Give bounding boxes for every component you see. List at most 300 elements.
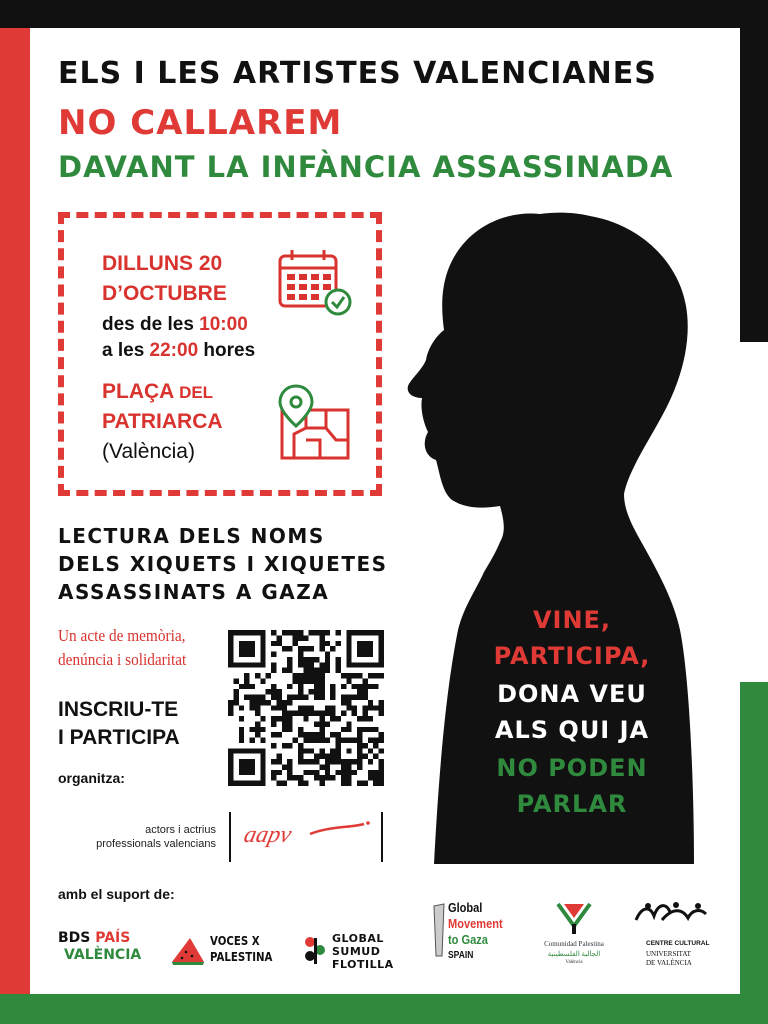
qr-module — [346, 770, 351, 775]
qr-module — [346, 781, 351, 786]
qr-module — [287, 770, 292, 775]
qr-module — [250, 684, 255, 689]
qr-module — [368, 775, 373, 780]
qr-module — [336, 754, 341, 759]
qr-module — [319, 716, 324, 721]
qr-module — [271, 695, 276, 700]
qr-module — [255, 781, 260, 786]
qr-module — [228, 646, 233, 651]
qr-module — [244, 641, 249, 646]
qr-module — [314, 689, 319, 694]
qr-module — [239, 781, 244, 786]
cta-participa: PARTICIPA, — [493, 642, 651, 670]
qr-module — [373, 673, 378, 678]
qr-module — [250, 652, 255, 657]
qr-module — [276, 781, 281, 786]
qr-module — [373, 770, 378, 775]
qr-module — [260, 630, 265, 635]
qr-module — [379, 705, 384, 710]
qr-module — [239, 662, 244, 667]
qr-module — [336, 732, 341, 737]
qr-module — [362, 743, 367, 748]
bds-logo: BDS PAÍS VALÈNCIA — [58, 930, 142, 963]
qr-module — [298, 652, 303, 657]
qr-module — [228, 754, 233, 759]
qr-module — [373, 727, 378, 732]
qr-module — [244, 662, 249, 667]
qr-module — [244, 678, 249, 683]
qr-module — [250, 641, 255, 646]
event-place-city: (València) — [102, 440, 195, 463]
qr-module — [314, 657, 319, 662]
frame-black-bar-top — [0, 0, 768, 28]
qr-module — [298, 781, 303, 786]
qr-module — [298, 678, 303, 683]
qr-module — [341, 711, 346, 716]
qr-module — [287, 743, 292, 748]
qr-module — [330, 748, 335, 753]
qr-module — [336, 641, 341, 646]
qr-module — [346, 630, 351, 635]
qr-module — [346, 662, 351, 667]
qr-module — [309, 689, 314, 694]
qr-module — [298, 705, 303, 710]
qr-module — [250, 630, 255, 635]
headline-artists: ELS I LES ARTISTES VALENCIANES — [58, 56, 657, 91]
qr-module — [303, 711, 308, 716]
qr-module — [336, 657, 341, 662]
qr-module — [282, 781, 287, 786]
register-line2: I PARTICIPA — [58, 726, 180, 749]
qr-module — [255, 700, 260, 705]
qr-module — [260, 716, 265, 721]
qr-module — [260, 635, 265, 640]
qr-module — [346, 641, 351, 646]
qr-module — [330, 705, 335, 710]
qr-module — [287, 646, 292, 651]
qr-module — [239, 705, 244, 710]
qr-module — [260, 652, 265, 657]
qr-module — [228, 775, 233, 780]
qr-module — [362, 678, 367, 683]
qr-module — [341, 700, 346, 705]
qr-module — [379, 635, 384, 640]
qr-module — [373, 630, 378, 635]
aapv-logo — [240, 818, 374, 850]
qr-module — [346, 695, 351, 700]
qr-module — [282, 743, 287, 748]
qr-module — [346, 657, 351, 662]
qr-module — [303, 635, 308, 640]
qr-module — [319, 781, 324, 786]
frame-green-bar-bottom — [0, 994, 768, 1024]
qr-module — [276, 716, 281, 721]
qr-module — [287, 711, 292, 716]
qr-module — [260, 754, 265, 759]
qr-module — [346, 748, 351, 753]
qr-module — [276, 689, 281, 694]
qr-module — [309, 657, 314, 662]
qr-module — [287, 716, 292, 721]
qr-module — [266, 700, 271, 705]
qr-module — [233, 689, 238, 694]
qr-module — [244, 652, 249, 657]
qr-module — [325, 630, 330, 635]
qr-module — [336, 748, 341, 753]
qr-module — [319, 646, 324, 651]
qr-module — [244, 781, 249, 786]
qr-module — [250, 748, 255, 753]
qr-module — [239, 652, 244, 657]
qr-module — [336, 716, 341, 721]
voces-x-palestina-logo: VOCES X PALESTINA — [170, 928, 280, 972]
qr-module — [244, 695, 249, 700]
qr-module — [255, 711, 260, 716]
qr-module — [314, 754, 319, 759]
qr-module — [233, 781, 238, 786]
qr-module — [298, 727, 303, 732]
qr-module — [233, 695, 238, 700]
qr-module — [282, 668, 287, 673]
qr-module — [357, 781, 362, 786]
qr-module — [228, 630, 233, 635]
frame-black-bar-right — [740, 0, 768, 342]
qr-module — [276, 754, 281, 759]
qr-module — [260, 759, 265, 764]
qr-module — [255, 673, 260, 678]
qr-module — [330, 716, 335, 721]
qr-module — [260, 678, 265, 683]
qr-module — [357, 716, 362, 721]
qr-module — [298, 635, 303, 640]
qr-module — [260, 646, 265, 651]
qr-module — [293, 775, 298, 780]
qr-module — [373, 738, 378, 743]
qr-module — [250, 646, 255, 651]
qr-module — [287, 721, 292, 726]
qr-module — [250, 662, 255, 667]
qr-module — [379, 652, 384, 657]
headline-infancia: DAVANT LA INFÀNCIA ASSASSINADA — [58, 150, 674, 184]
qr-module — [325, 668, 330, 673]
qr-module — [276, 732, 281, 737]
qr-module — [325, 657, 330, 662]
qr-module — [282, 646, 287, 651]
qr-module — [244, 684, 249, 689]
qr-module — [228, 662, 233, 667]
qr-module — [303, 662, 308, 667]
qr-module — [309, 732, 314, 737]
qr-module — [303, 668, 308, 673]
qr-module — [336, 630, 341, 635]
qr-module — [379, 641, 384, 646]
qr-module — [309, 770, 314, 775]
qr-module — [346, 727, 351, 732]
qr-module — [287, 668, 292, 673]
qr-module — [309, 678, 314, 683]
qr-module — [325, 711, 330, 716]
qr-module — [357, 641, 362, 646]
qr-module — [239, 748, 244, 753]
qr-module — [260, 727, 265, 732]
qr-module — [271, 775, 276, 780]
qr-module — [319, 641, 324, 646]
qr-module — [303, 678, 308, 683]
qr-module — [373, 684, 378, 689]
qr-module — [330, 759, 335, 764]
qr-module — [271, 684, 276, 689]
qr-module — [228, 635, 233, 640]
qr-module — [368, 727, 373, 732]
qr-module — [330, 775, 335, 780]
qr-module — [228, 770, 233, 775]
qr-module — [352, 738, 357, 743]
qr-module — [319, 711, 324, 716]
qr-module — [260, 662, 265, 667]
cta-vine: VINE, — [532, 606, 612, 634]
qr-module — [319, 678, 324, 683]
cta-no-poden: NO PODEN — [496, 754, 648, 782]
qr-module — [298, 684, 303, 689]
qr-module — [303, 646, 308, 651]
qr-module — [287, 657, 292, 662]
qr-module — [379, 673, 384, 678]
qr-module — [319, 630, 324, 635]
qr-module — [276, 700, 281, 705]
qr-module — [228, 748, 233, 753]
qr-module — [314, 668, 319, 673]
global-sumud-flotilla-logo: GLOBAL SUMUD FLOTILLA — [302, 928, 412, 972]
qr-module — [233, 630, 238, 635]
qr-module — [357, 662, 362, 667]
qr-module — [362, 705, 367, 710]
qr-module — [282, 727, 287, 732]
qr-module — [368, 646, 373, 651]
qr-module — [260, 657, 265, 662]
qr-module — [314, 721, 319, 726]
qr-module — [357, 764, 362, 769]
qr-module — [352, 759, 357, 764]
qr-module — [309, 668, 314, 673]
qr-module — [379, 630, 384, 635]
qr-module — [271, 743, 276, 748]
qr-module — [379, 711, 384, 716]
qr-module — [303, 748, 308, 753]
qr-module — [298, 748, 303, 753]
qr-module — [244, 759, 249, 764]
qr-module — [298, 662, 303, 667]
qr-module — [282, 700, 287, 705]
qr-module — [362, 646, 367, 651]
qr-module — [352, 770, 357, 775]
qr-module — [293, 678, 298, 683]
qr-module — [282, 716, 287, 721]
qr-module — [287, 684, 292, 689]
comunidad-emblem-icon — [554, 900, 594, 936]
qr-module — [346, 635, 351, 640]
qr-module — [298, 695, 303, 700]
qr-module — [362, 711, 367, 716]
qr-module — [319, 738, 324, 743]
qr-module — [368, 738, 373, 743]
cta-parlar: PARLAR — [516, 790, 628, 818]
qr-module — [239, 630, 244, 635]
qr-module — [303, 781, 308, 786]
qr-module — [357, 695, 362, 700]
qr-module — [314, 711, 319, 716]
reading-line1: LECTURA DELS NOMS — [58, 524, 325, 548]
qr-module — [357, 743, 362, 748]
qr-module — [325, 705, 330, 710]
qr-module — [319, 775, 324, 780]
qr-module — [271, 770, 276, 775]
qr-module — [260, 775, 265, 780]
qr-module — [357, 732, 362, 737]
qr-module — [298, 646, 303, 651]
svg-text:aapv: aapv — [241, 821, 294, 848]
qr-module — [352, 673, 357, 678]
qr-module — [276, 641, 281, 646]
qr-module — [260, 700, 265, 705]
qr-module — [362, 781, 367, 786]
qr-module — [346, 673, 351, 678]
qr-module — [314, 630, 319, 635]
qr-module — [239, 646, 244, 651]
qr-module — [336, 662, 341, 667]
qr-module — [314, 684, 319, 689]
qr-module — [255, 705, 260, 710]
qr-module — [309, 705, 314, 710]
qr-module — [282, 721, 287, 726]
reading-line2: DELS XIQUETS I XIQUETES — [58, 552, 388, 576]
qr-module — [346, 678, 351, 683]
qr-module — [346, 700, 351, 705]
qr-module — [233, 700, 238, 705]
qr-module — [303, 657, 308, 662]
qr-module — [250, 770, 255, 775]
qr-module — [287, 700, 292, 705]
qr-module — [298, 657, 303, 662]
qr-module — [325, 641, 330, 646]
cta-dona-veu: DONA VEU — [497, 680, 647, 708]
qr-module — [271, 759, 276, 764]
qr-module — [379, 759, 384, 764]
qr-module — [373, 781, 378, 786]
qr-module — [319, 635, 324, 640]
qr-module — [357, 738, 362, 743]
organizer-label: organitza: — [58, 770, 125, 786]
qr-module — [287, 630, 292, 635]
qr-module — [282, 711, 287, 716]
qr-module — [352, 711, 357, 716]
qr-module — [368, 759, 373, 764]
qr-module — [250, 705, 255, 710]
qr-module — [228, 652, 233, 657]
qr-module — [346, 652, 351, 657]
calendar-icon — [276, 246, 354, 318]
frame-green-bar-right — [740, 682, 768, 1024]
qr-module — [250, 759, 255, 764]
reading-line3: ASSASSINATS A GAZA — [58, 580, 330, 604]
event-date-day: DILLUNS 20 — [102, 252, 223, 275]
qr-module — [362, 689, 367, 694]
qr-module — [309, 630, 314, 635]
qr-module — [255, 732, 260, 737]
qr-module — [341, 770, 346, 775]
qr-module — [373, 662, 378, 667]
qr-module — [239, 764, 244, 769]
event-date-month: D’OCTUBRE — [102, 282, 227, 305]
qr-module — [325, 759, 330, 764]
qr-module — [330, 695, 335, 700]
qr-module — [303, 705, 308, 710]
qr-module — [319, 732, 324, 737]
qr-module — [244, 646, 249, 651]
qr-module — [239, 716, 244, 721]
qr-module — [341, 738, 346, 743]
dancers-icon — [632, 900, 710, 932]
qr-module — [325, 662, 330, 667]
qr-module — [260, 738, 265, 743]
qr-module — [379, 781, 384, 786]
qr-module — [298, 689, 303, 694]
frame-green-corner — [0, 994, 30, 1024]
qr-module — [250, 695, 255, 700]
qr-module — [325, 775, 330, 780]
watermelon-icon — [170, 934, 206, 966]
qr-module — [379, 775, 384, 780]
qr-module — [250, 727, 255, 732]
qr-module — [314, 775, 319, 780]
qr-code[interactable] — [228, 630, 384, 786]
global-movement-to-gaza-logo: Global Movement to Gaza SPAIN — [432, 898, 516, 970]
qr-module — [309, 662, 314, 667]
qr-module — [319, 764, 324, 769]
qr-module — [255, 748, 260, 753]
qr-module — [293, 738, 298, 743]
qr-module — [357, 630, 362, 635]
qr-module — [271, 630, 276, 635]
qr-module — [293, 630, 298, 635]
qr-module — [325, 721, 330, 726]
qr-module — [362, 641, 367, 646]
qr-module — [271, 689, 276, 694]
qr-module — [298, 759, 303, 764]
qr-module — [362, 716, 367, 721]
qr-module — [379, 748, 384, 753]
qr-module — [239, 759, 244, 764]
qr-module — [352, 630, 357, 635]
qr-module — [314, 738, 319, 743]
comunidad-palestina-logo: Comunidad Palestina الجالية الفلسطينية València — [538, 898, 610, 970]
qr-module — [282, 705, 287, 710]
qr-module — [309, 759, 314, 764]
qr-module — [244, 770, 249, 775]
qr-module — [357, 759, 362, 764]
qr-module — [287, 775, 292, 780]
qr-module — [368, 716, 373, 721]
qr-module — [314, 732, 319, 737]
qr-module — [309, 738, 314, 743]
qr-module — [336, 759, 341, 764]
qr-module — [298, 754, 303, 759]
qr-module — [368, 705, 373, 710]
centre-cultural-uv-logo: CENTRE CULTURAL UNIVERSITAT DE VALÈNCIA — [628, 898, 714, 970]
qr-module — [379, 738, 384, 743]
qr-module — [314, 770, 319, 775]
qr-module — [228, 711, 233, 716]
qr-module — [244, 630, 249, 635]
